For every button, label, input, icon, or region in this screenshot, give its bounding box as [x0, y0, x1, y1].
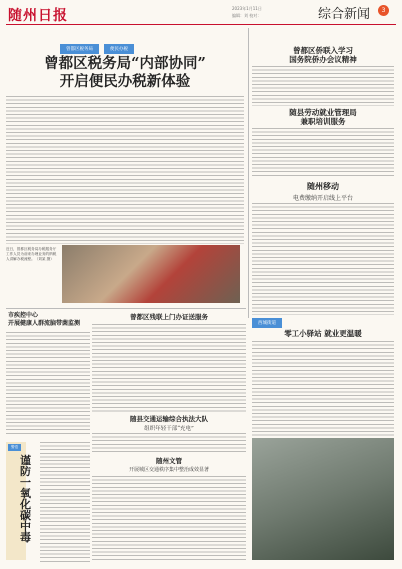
right-story-1-body [252, 66, 394, 106]
mid-story-4-subtitle: 开展城区交通秩序集中整治成效显著 [128, 467, 209, 473]
header-rule [6, 24, 396, 25]
issue-date: 2023年1月11日 [232, 6, 262, 11]
mid-story-4-body [92, 476, 246, 562]
right-story-1-title-line2: 国务院侨办会议精神 [289, 55, 357, 64]
lead-photo [62, 245, 240, 303]
lower-rule [6, 308, 246, 309]
right-story-3-subtitle: 电费缴纳开启线上平台 [292, 195, 353, 202]
left-story-2-title [8, 312, 86, 328]
masthead: 随州日报 [8, 8, 68, 24]
mid-story-3-title: 随县交通运输综合执法大队 [130, 415, 208, 423]
right-story-2-title-line1: 随县劳动就业管理局 [289, 108, 357, 117]
left-story-2-title-line2: 开展健康人群流脑带菌监测 [8, 320, 81, 327]
left-story-2-title-line1: 市疾控中心 [8, 312, 39, 319]
mid-story-3-subtitle: 组织年轻干部“充电” [144, 426, 194, 432]
lead-tags [60, 44, 134, 54]
lead-photo-caption: 近日，曾都区税务局办税服务厅工作人员为前来办理业务的纳税人讲解办税流程。（刘某 摄） [6, 247, 57, 261]
right-story-4-body [252, 341, 394, 437]
right-story-3-title: 随州移动 [307, 181, 339, 191]
right-story-4-photo [252, 438, 394, 560]
right-story-1-title-line1: 曾都区侨联入学习 [293, 46, 353, 55]
sidebar-kicker: 警语 [8, 444, 21, 451]
column-divider [248, 28, 249, 318]
mid-story-3-body [92, 433, 246, 453]
lead-headline-line2: 开启便民办税新体验 [59, 73, 191, 90]
lead-headline [20, 55, 230, 91]
section-title: 综合新闻 [318, 7, 371, 22]
page-number-badge: 3 [378, 5, 389, 16]
left-story-2-body [6, 332, 90, 436]
sidebar-body [40, 442, 90, 562]
right-story-2-body [252, 128, 394, 176]
sidebar-vertical-title: 谨防一氧化碳中毒 [20, 454, 31, 544]
right-story-3-body [252, 203, 394, 315]
lead-tag-2: 便民办税 [104, 44, 134, 54]
right-story-2-title [252, 108, 394, 126]
mid-story-2-body [92, 324, 246, 412]
lead-body-text [6, 96, 244, 244]
right-story-2-title-line2: 兼职培训服务 [300, 117, 346, 126]
right-story-4-tag: 西城街道 [252, 318, 282, 328]
lead-headline-line1: 曾都区税务局“内部协同” [44, 55, 206, 72]
mid-story-4-title: 随州文管 [156, 457, 182, 465]
right-story-1-title [252, 46, 394, 64]
editor-line: 编辑：刘 校对： [232, 13, 262, 18]
lead-tag-1: 曾都区税务局 [60, 44, 99, 54]
right-story-4-title: 零工小驿站 就业更温暖 [284, 329, 362, 338]
mid-story-2-title: 曾都区残联上门办证送服务 [130, 313, 208, 321]
